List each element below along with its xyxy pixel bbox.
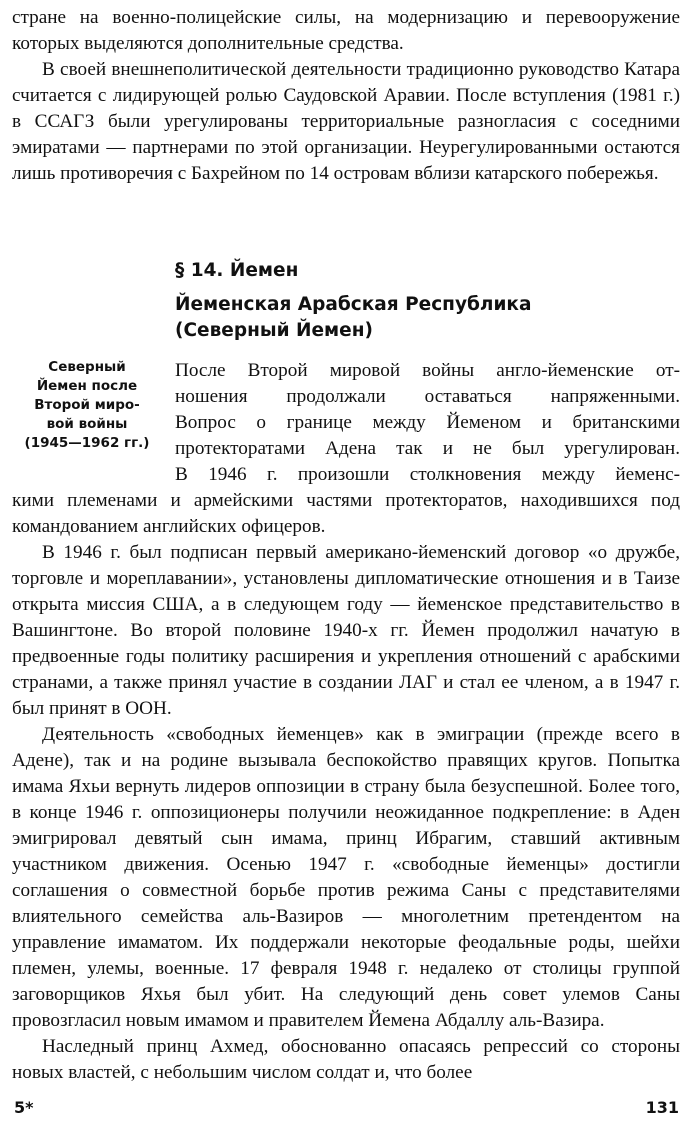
margin-note bbox=[14, 358, 160, 453]
paragraph-crown-prince-ahmed: Наследный принц Ахмед, обоснованно опасаясь репрессий со стороны новых властей, с небольшим числом солдат и, что более bbox=[12, 1036, 680, 1083]
wrapped-line: В 1946 г. произошли столкновения между йеменс- bbox=[175, 464, 680, 485]
section-heading: § 14. Йемен bbox=[175, 260, 299, 281]
paragraph-qatar-foreign-policy: В своей внешнеполитической деятельности традиционно руководство Катара считается с лидирующей ролью Саудовской Аравии. После вступления (1981 г.) в ССАГЗ были урегулированы территориальные разногласия с соседними эмиратами — партнерами по этой организации. Неурегулированными остаются лишь противоречия с Бахрейном по 14 островам вблизи катарского побережья. bbox=[12, 59, 680, 184]
paragraph-wrapped-beside-note bbox=[175, 358, 680, 488]
page-number: 131 bbox=[645, 1098, 679, 1117]
margin-note-line: Северный bbox=[48, 359, 126, 375]
margin-note-line: Второй миро- bbox=[34, 397, 140, 413]
signature-mark: 5* bbox=[14, 1098, 34, 1117]
paragraph-clashes-continuation: кими племенами и армейскими частями протекторатов, находившихся под командованием английских офицеров. bbox=[12, 490, 680, 537]
margin-note-line: Йемен после bbox=[36, 378, 138, 394]
wrapped-line: Вопрос о границе между Йеменом и британскими bbox=[175, 412, 680, 433]
section-subheading-line2: (Северный Йемен) bbox=[175, 320, 373, 341]
paragraph-continuation: стране на военно-полицейские силы, на модернизацию и перевооружение которых выделяются дополнительные средства. bbox=[12, 7, 680, 54]
wrapped-line: После Второй мировой войны англо-йеменские от- bbox=[175, 360, 680, 381]
margin-note-line: (1945—1962 гг.) bbox=[24, 435, 150, 451]
section-subheading-line1: Йеменская Арабская Республика bbox=[175, 294, 532, 315]
paragraph-free-yemenis: Деятельность «свободных йеменцев» как в эмиграции (прежде всего в Адене), так и на родине вызывала беспокойство правящих кругов. Попытка имама Яхьи вернуть лидеров оппозиции в страну была безуспешной. Более того, в конце 1946 г. оппозиционеры получили неожиданное подкрепление: в Аден эмигрировал девятый сын имама, принц Ибрагим, ставший активным участником движения. Осенью 1947 г. «свободные йеменцы» достигли соглашения о совместной борьбе против режима Саны с представителями влиятельного семейства аль-Вазиров — многолетним претендентом на управление имаматом. Их поддержали некоторые феодальные роды, шейхи племен, улемы, военные. 17 февраля 1948 г. недалеко от столицы группой заговорщиков Яхья был убит. На следующий день совет улемов Саны провозгласил новым имамом и правителем Йемена Абдаллу аль-Вазира. bbox=[12, 724, 680, 1031]
wrapped-line: ношения продолжали оставаться напряженными. bbox=[175, 386, 680, 407]
wrapped-line: протекторатами Адена так и не был урегулирован. bbox=[175, 438, 680, 459]
margin-note-line: вой войны bbox=[46, 416, 128, 432]
paragraph-us-yemen-treaty: В 1946 г. был подписан первый американо-йеменский договор «о дружбе, торговле и мореплавании», установлены дипломатические отношения и в Таизе открыта миссия США, а в следующем году — йеменское представительство в Вашингтоне. Во второй половине 1940-х гг. Йемен продолжил начатую в предвоенные годы политику расширения и укрепления отношений с арабскими странами, а также принял участие в создании ЛАГ и стал ее членом, а в 1947 г. был принят в ООН. bbox=[12, 542, 680, 719]
